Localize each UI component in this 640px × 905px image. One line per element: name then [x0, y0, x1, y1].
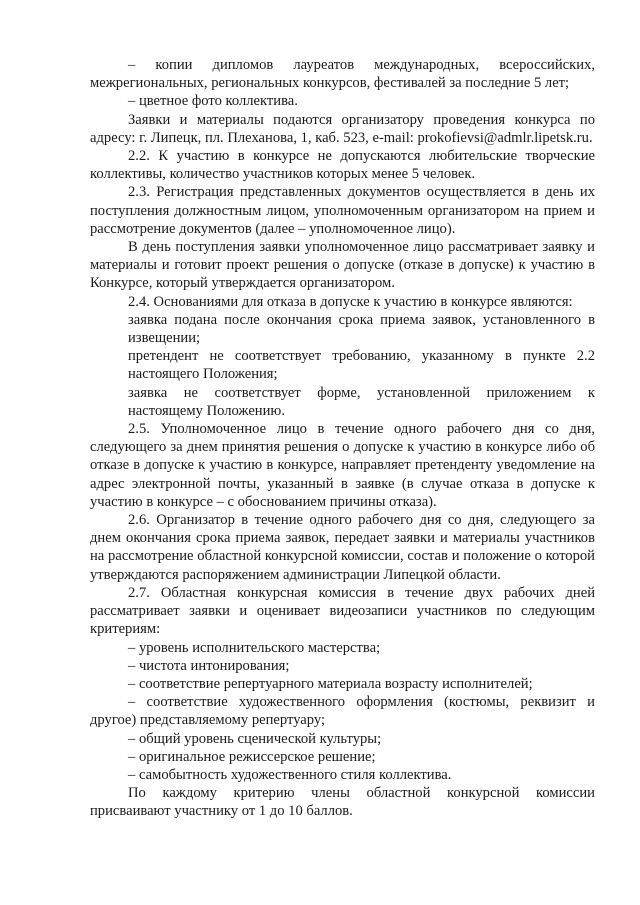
paragraph: заявка не соответствует форме, установленной приложением к настоящему Положению.	[128, 384, 595, 419]
paragraph: 2.5. Уполномоченное лицо в течение одного рабочего дня со дня, следующего за днем принятия решения о допуске к участию в конкурсе либо об отказе в допуске к участию в конкурсе, направляет претенденту уведомление на адрес электронной почты, указанный в заявке (в случае отказа в допуске к участию в конкурсе – с обоснованием причины отказа).	[90, 421, 595, 510]
paragraph: Заявки и материалы подаются организатору проведения конкурса по адресу: г. Липецк, пл. Плеханова, 1, каб. 523, e-mail: prokofievsi@admlr.lipetsk.ru.	[90, 111, 595, 146]
paragraph: В день поступления заявки уполномоченное лицо рассматривает заявку и материалы и готовит проект решения о допуске (отказе в допуске) к участию в Конкурсе, который утверждается организатором.	[90, 239, 595, 292]
paragraph: – соответствие репертуарного материала возрасту исполнителей;	[128, 675, 533, 692]
paragraph: 2.4. Основаниями для отказа в допуске к участию в конкурсе являются:	[128, 293, 573, 310]
paragraph: 2.7. Областная конкурсная комиссия в течение двух рабочих дней рассматривает заявки и оценивает видеозаписи участников по следующим критериям:	[90, 584, 595, 638]
paragraph: – общий уровень сценической культуры;	[128, 730, 382, 747]
paragraph: претендент не соответствует требованию, указанному в пункте 2.2 настоящего Положения;	[128, 348, 595, 383]
paragraph: – соответствие художественного оформления (костюмы, реквизит и другое) представляемому репертуару;	[90, 694, 595, 729]
paragraph: – оригинальное режиссерское решение;	[128, 748, 376, 765]
paragraph: – чистота интонирования;	[128, 657, 290, 674]
paragraph: По каждому критерию члены областной конкурсной комиссии присваивают участнику от 1 до 10 баллов.	[90, 785, 595, 820]
document-page	[90, 56, 595, 821]
paragraph: – уровень исполнительского мастерства;	[128, 639, 381, 656]
paragraph: 2.2. К участию в конкурсе не допускаются любительские творческие коллективы, количество участников которых менее 5 человек.	[90, 148, 595, 183]
paragraph: 2.3. Регистрация представленных документов осуществляется в день их поступления должностным лицом, уполномоченным организатором на прием и рассмотрение документов (далее – уполномоченное лицо).	[90, 184, 595, 237]
paragraph: 2.6. Организатор в течение одного рабочего дня со дня, следующего за днем окончания срока приема заявок, передает заявки и материалы участников на рассмотрение областной конкурсной комиссии, состав и положение о которой утверждаются распоряжением администрации Липецкой области.	[90, 512, 595, 583]
paragraph: – копии дипломов лауреатов международных, всероссийских, межрегиональных, региональных конкурсов, фестивалей за последние 5 лет;	[90, 57, 595, 92]
paragraph: – самобытность художественного стиля коллектива.	[128, 766, 452, 783]
paragraph: – цветное фото коллектива.	[128, 93, 298, 110]
paragraph: заявка подана после окончания срока приема заявок, установленного в извещении;	[128, 311, 595, 347]
